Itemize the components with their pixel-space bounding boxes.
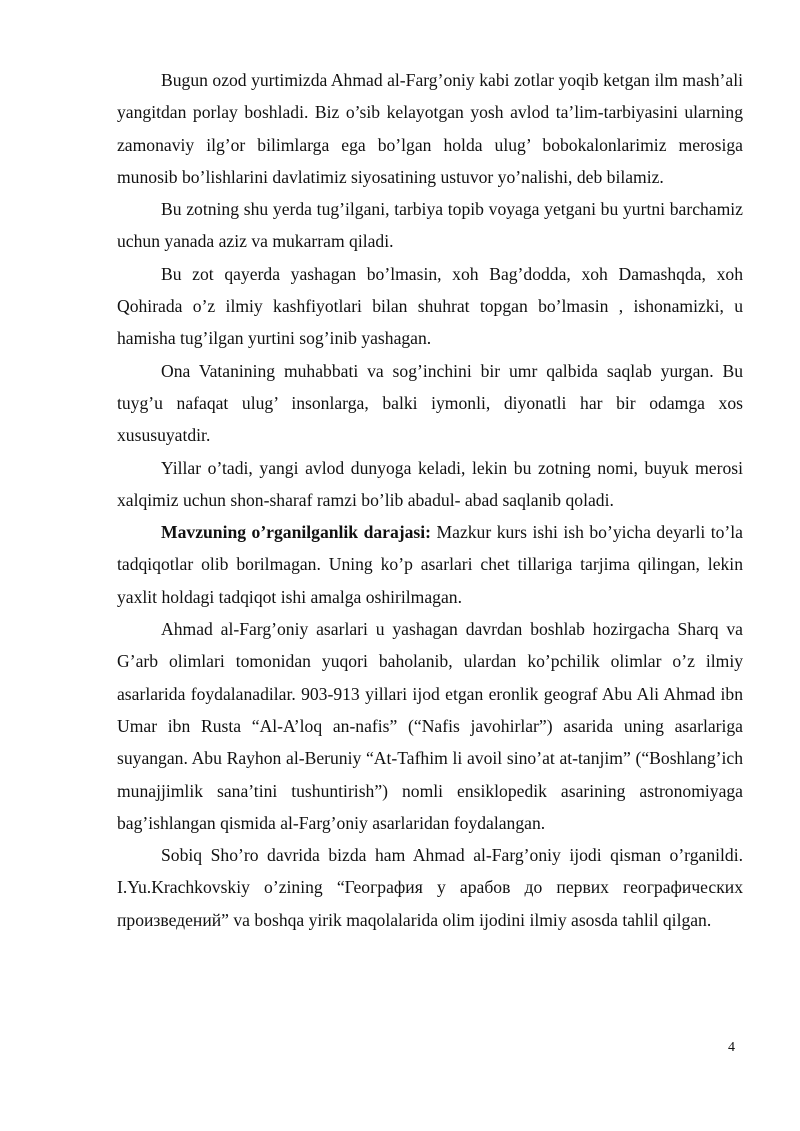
page-number: 4 [728, 1040, 735, 1055]
paragraph-7: Ahmad al-Farg’oniy asarlari u yashagan davrdan boshlab hozirgacha Sharq va G’arb olimlari tomonidan yuqori baholanib, ulardan ko’pchilik olimlar o’z ilmiy asarlarida foydalanadilar. 903-913 yillari ijod etgan eronlik geograf Abu Ali Ahmad ibn Umar ibn Rusta “Al-A’loq an-nafis” (“Nafis javohirlar”) asarida uning asarlariga suyangan. Abu Rayhon al-Beruniy “At-Tafhim li avoil sino’at at-tanjim” (“Boshlang’ich munajjimlik sana’tini tushuntirish”) nomli ensiklopedik asarining astronomiyaga bag’ishlangan qismida al-Farg’oniy asarlaridan foydalangan. [117, 619, 743, 833]
paragraph-3: Bu zot qayerda yashagan bo’lmasin, xoh Bag’dodda, xoh Damashqda, xoh Qohirada o’z ilmiy kashfiyotlari bilan shuhrat topgan bo’lmasin , ishonamizki, u hamisha tug’ilgan yurtini sog’inib yashagan. [117, 263, 743, 349]
paragraph-4: Ona Vatanining muhabbati va sog’inchini bir umr qalbida saqlab yurgan. Bu tuyg’u nafaqat ulug’ insonlarga, balki iymonli, diyonatli har bir odamga xos xususuyatdir. [117, 360, 743, 446]
section-heading-inline: Mavzuning o’rganilganlik darajasi: [161, 522, 432, 543]
body-text [117, 64, 743, 936]
paragraph-1: Bugun ozod yurtimizda Ahmad al-Farg’oniy kabi zotlar yoqib ketgan ilm mash’ali yangitdan porlay boshladi. Biz o’sib kelayotgan yosh avlod ta’lim-tarbiyasini ularning zamonaviy ilg’or bilimlarga ega bo’lgan holda ulug’ bobokalonlarimiz merosiga munosib bo’lishlarini davlatimiz siyosatining ustuvor yo’nalishi, deb bilamiz. [117, 70, 743, 187]
paragraph-5: Yillar o’tadi, yangi avlod dunyoga keladi, lekin bu zotning nomi, buyuk merosi xalqimiz uchun shon-sharaf ramzi bo’lib abadul- abad saqlanib qoladi. [117, 457, 743, 510]
paragraph-2: Bu zotning shu yerda tug’ilgani, tarbiya topib voyaga yetgani bu yurtni barchamiz uchun yanada aziz va mukarram qiladi. [117, 199, 743, 252]
paragraph-8: Sobiq Sho’ro davrida bizda ham Ahmad al-Farg’oniy ijodi qisman o’rganildi. I.Yu.Krachkovskiy o’zining “География у арабов до первих географических произведений” va boshqa yirik maqolalarida olim ijodini ilmiy asosda tahlil qilgan. [117, 845, 743, 930]
paragraph-6 [117, 516, 743, 613]
paragraph-6-text: Mazkur kurs ishi ish bo’yicha deyarli to’la tadqiqotlar olib borilmagan. Uning ko’p asarlari chet tillariga tarjima qilingan, lekin yaxlit holdagi tadqiqot ishi amalga oshirilmagan. [117, 522, 743, 607]
